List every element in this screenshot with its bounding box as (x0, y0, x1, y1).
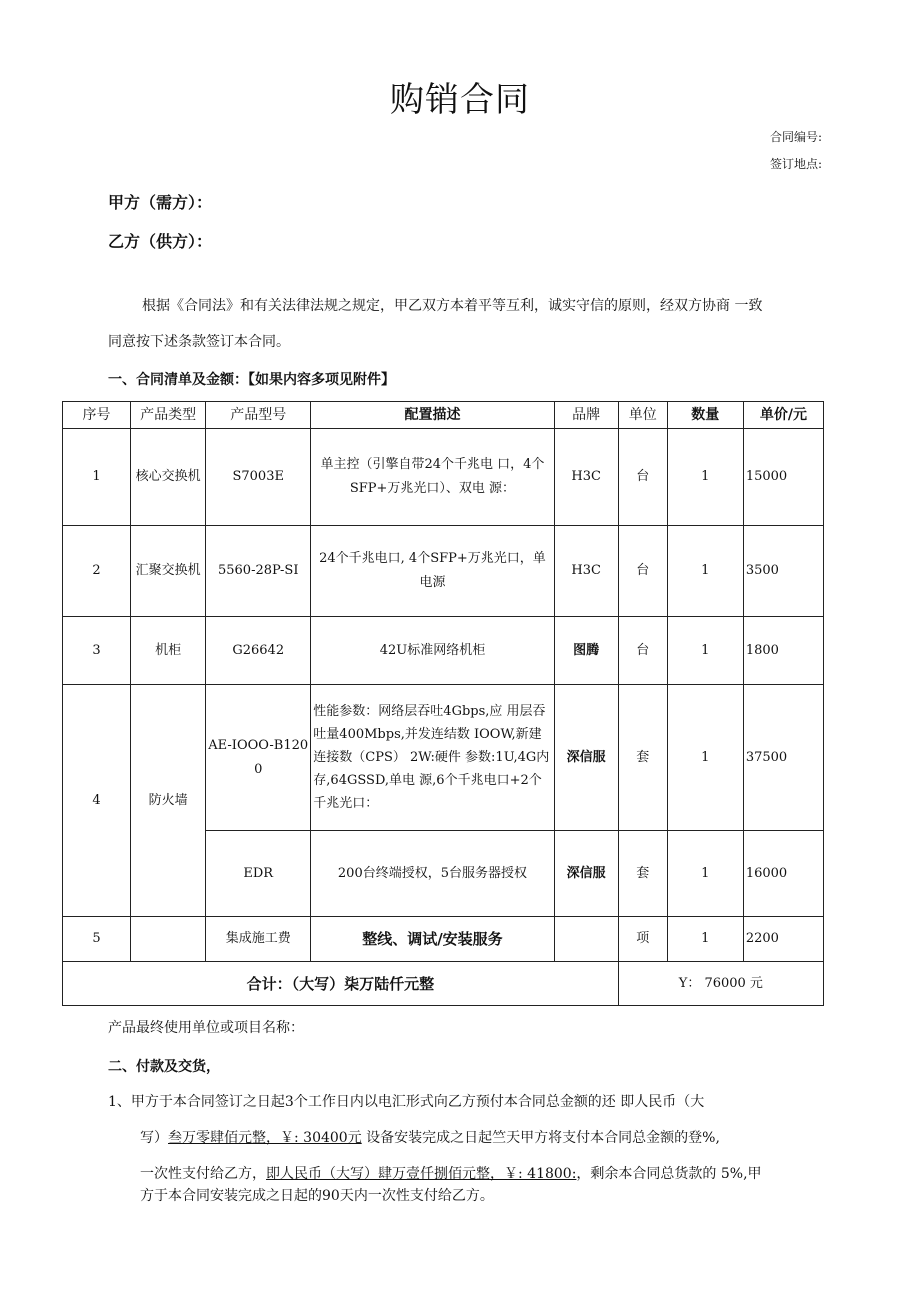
row-type: 汇聚交换机 (131, 526, 206, 617)
row-price: 37500 (743, 685, 823, 831)
total-value: Y： 76000 元 (618, 962, 823, 1006)
row-desc: 整线、调试/安装服务 (311, 917, 554, 962)
row-qty: 1 (667, 831, 743, 917)
row-price: 16000 (743, 831, 823, 917)
row-brand: 深信服 (554, 685, 618, 831)
row-type: 防火墙 (131, 685, 206, 917)
row-unit: 套 (618, 831, 667, 917)
row-price: 1800 (743, 617, 823, 685)
row-unit: 项 (618, 917, 667, 962)
header-price: 单价/元 (743, 402, 823, 429)
payment-line-2-suffix: 设备安装完成之日起竺天甲方将支付本合同总金额的登%, (361, 1130, 720, 1146)
payment-amount-1: 叁万零肆佰元整，￥: 30400元 (168, 1130, 362, 1146)
row-unit: 套 (618, 685, 667, 831)
total-row (63, 962, 824, 1006)
row-qty: 1 (667, 429, 743, 526)
intro-line-1: 根据《合同法》和有关法律法规之规定，甲乙双方本着平等互利，诚实守信的原则，经双方协商 一致 (142, 298, 763, 314)
row-qty: 1 (667, 685, 743, 831)
row-brand: 图腾 (554, 617, 618, 685)
section-2-heading: 二、付款及交货， (108, 1059, 220, 1075)
row-model: 5560-28P-SI (206, 526, 311, 617)
payment-line-4: 方于本合同安装完成之日起的90天内一次性支付给乙方。 (140, 1188, 494, 1204)
row-unit: 台 (618, 617, 667, 685)
sign-place-label: 签订地点: (769, 157, 822, 171)
payment-line-3-suffix: ，剩余本合同总货款的 5%,甲 (576, 1166, 762, 1182)
row-no: 2 (63, 526, 131, 617)
table-row (63, 685, 824, 831)
table-row (63, 917, 824, 962)
row-brand (554, 917, 618, 962)
payment-amount-2: 即人民币（大写）肆万壹仟捌佰元整，￥: 41800: (266, 1166, 577, 1182)
row-model: AE-IOOO-B1200 (206, 685, 311, 831)
payment-line-3-prefix: 一次性支付给乙方， (140, 1166, 266, 1182)
page-title: 购销合同 (390, 80, 530, 120)
row-model: 集成施工费 (206, 917, 311, 962)
row-price: 3500 (743, 526, 823, 617)
row-desc: 性能参数：网络层吞吐4Gbps,应 用层吞吐量400Mbps,并发连结数 IOOW,新建连接数（CPS） 2W:硬件 参数:1U,4G内存,64GSSD,单电 源,6个千兆电口+2个千兆光口： (311, 685, 554, 831)
intro-line-2: 同意按下述条款签订本合同。 (108, 334, 290, 350)
section-1-heading: 一、合同清单及金额：【如果内容多项见附件】 (108, 372, 395, 388)
table-header-row (63, 402, 824, 429)
row-desc: 200台终端授权，5台服务器授权 (311, 831, 554, 917)
payment-line-2 (140, 1122, 824, 1154)
header-no: 序号 (63, 402, 131, 429)
end-user-label: 产品最终使用单位或项目名称： (108, 1020, 304, 1036)
row-desc: 24个千兆电口, 4个SFP+万兆光口，单电源 (311, 526, 554, 617)
row-model: S7003E (206, 429, 311, 526)
header-desc: 配置描述 (311, 402, 554, 429)
row-qty: 1 (667, 526, 743, 617)
row-price: 2200 (743, 917, 823, 962)
party-a-label: 甲方（需方）： (108, 193, 213, 212)
row-brand: H3C (554, 526, 618, 617)
row-type: 机柜 (131, 617, 206, 685)
contract-number-label: 合同编号: (769, 130, 822, 144)
table-row (63, 429, 824, 526)
row-brand: H3C (554, 429, 618, 526)
row-no: 5 (63, 917, 131, 962)
row-price: 15000 (743, 429, 823, 526)
row-unit: 台 (618, 429, 667, 526)
header-model: 产品型号 (206, 402, 311, 429)
row-type: 核心交换机 (131, 429, 206, 526)
total-label: 合计：（大写）柒万陆仟元整 (63, 962, 619, 1006)
party-b-label: 乙方（供方）： (108, 232, 213, 251)
row-qty: 1 (667, 617, 743, 685)
row-brand: 深信服 (554, 831, 618, 917)
header-unit: 单位 (618, 402, 667, 429)
row-qty: 1 (667, 917, 743, 962)
row-unit: 台 (618, 526, 667, 617)
row-model: G26642 (206, 617, 311, 685)
row-no: 3 (63, 617, 131, 685)
row-no: 1 (63, 429, 131, 526)
row-desc: 单主控（引擎自带24个千兆电 口，4个SFP+万兆光口）、双电 源： (311, 429, 554, 526)
header-qty: 数量 (667, 402, 743, 429)
row-no: 4 (63, 685, 131, 917)
table-row (63, 526, 824, 617)
header-brand: 品牌 (554, 402, 618, 429)
header-type: 产品类型 (131, 402, 206, 429)
payment-line-1: 1、甲方于本合同签订之日起3个工作日内以电汇形式向乙方预付本合同总金额的还 即人民币（大 (108, 1094, 705, 1110)
row-desc: 42U标准网络机柜 (311, 617, 554, 685)
row-model: EDR (206, 831, 311, 917)
payment-line-2-prefix: 写） (140, 1130, 168, 1146)
contract-items-table (62, 401, 824, 1006)
table-row (63, 617, 824, 685)
row-type (131, 917, 206, 962)
